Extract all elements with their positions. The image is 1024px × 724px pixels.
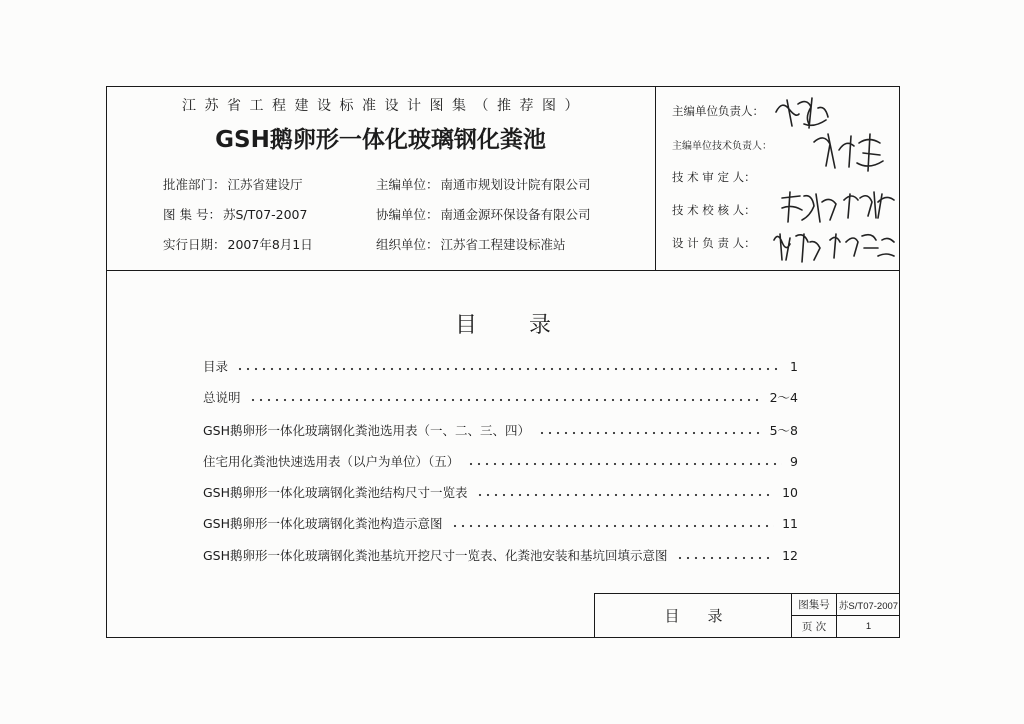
dot-leader (451, 524, 775, 528)
responsible-label: 主编单位技术负责人： (672, 141, 772, 152)
page-number: 1 (865, 621, 872, 632)
info-label: 协编单位： (376, 207, 439, 222)
toc-entry-page: 10 (782, 484, 798, 500)
info-value: 江苏省工程建设标准站 (440, 237, 566, 252)
toc-heading: 目录 (454, 313, 603, 338)
header-column-divider (655, 86, 656, 270)
toc-entry (203, 453, 798, 469)
dot-leader (538, 431, 762, 435)
toc-entry-title: 总说明 (203, 390, 241, 405)
info-label: 组织单位： (376, 237, 439, 252)
dot-leader (467, 462, 782, 466)
toc-entry-title: GSH鹅卵形一体化玻璃钢化粪池选用表（一、二、三、四） (203, 423, 531, 438)
signature (782, 192, 836, 222)
toc-entry-page: 11 (782, 515, 798, 531)
dot-leader (476, 493, 775, 497)
toc-entry-page: 2～4 (769, 390, 798, 405)
signature (776, 98, 828, 128)
toc-entry (203, 389, 798, 405)
toc-entry-page: 1 (790, 358, 798, 374)
toc-entry-page: 12 (782, 547, 798, 563)
responsible-label: 主编单位负责人： (672, 104, 764, 118)
organizing-unit (376, 235, 566, 253)
toc-entry-page: 9 (790, 453, 798, 469)
info-value: 南通市规划设计院有限公司 (440, 177, 591, 192)
atlas-number (163, 205, 307, 223)
title-block-name: 目录 (664, 607, 751, 625)
effective-date (163, 235, 313, 253)
page-label: 页 次 (801, 621, 827, 633)
atlas-number-label: 图集号 (798, 599, 830, 611)
toc-entry-page: 5～8 (769, 423, 798, 438)
info-label: 实行日期： (163, 237, 226, 252)
responsible-label: 设 计 负 责 人： (672, 236, 756, 250)
signature (830, 234, 894, 258)
info-label: 主编单位： (376, 177, 439, 192)
toc-entry (203, 515, 798, 531)
atlas-title: GSH鹅卵形一体化玻璃钢化粪池 (215, 127, 546, 153)
title-block (594, 593, 900, 638)
signature (774, 234, 820, 262)
signature (844, 192, 894, 218)
signature (814, 134, 883, 171)
dot-leader (676, 556, 775, 560)
atlas-number-value: 苏S/T07-2007 (838, 600, 899, 612)
info-value: 南通金源环保设备有限公司 (440, 207, 591, 222)
info-label: 批准部门： (163, 177, 226, 192)
toc-entry (203, 484, 798, 500)
toc-entry-title: 目录 (203, 359, 229, 374)
responsible-label: 技 术 校 核 人： (672, 203, 756, 217)
series-title: 江苏省工程建设标准设计图集（推荐图） (182, 98, 587, 114)
info-value: 江苏省建设厅 (227, 177, 303, 192)
info-value: 苏S/T07-2007 (222, 207, 308, 222)
co-editor-unit (376, 205, 591, 223)
toc-entry (203, 422, 798, 438)
dot-leader (249, 398, 762, 402)
toc-entry (203, 547, 798, 563)
toc-entry-title: 住宅用化粪池快速选用表（以户为单位）（五） (203, 454, 460, 469)
dot-leader (236, 367, 782, 371)
approval-dept (163, 175, 303, 193)
info-value: 2007年8月1日 (227, 237, 313, 252)
responsible-label: 技 术 审 定 人： (672, 170, 756, 184)
signatures (760, 90, 900, 266)
chief-editor-unit (376, 175, 591, 193)
info-label: 图 集 号： (163, 207, 221, 222)
toc-entry (203, 358, 798, 374)
toc-entry-title: GSH鹅卵形一体化玻璃钢化粪池基坑开挖尺寸一览表、化粪池安装和基坑回填示意图 (203, 548, 668, 563)
toc-entry-title: GSH鹅卵形一体化玻璃钢化粪池结构尺寸一览表 (203, 485, 468, 500)
header-divider (106, 270, 900, 271)
toc-entry-title: GSH鹅卵形一体化玻璃钢化粪池构造示意图 (203, 516, 443, 531)
